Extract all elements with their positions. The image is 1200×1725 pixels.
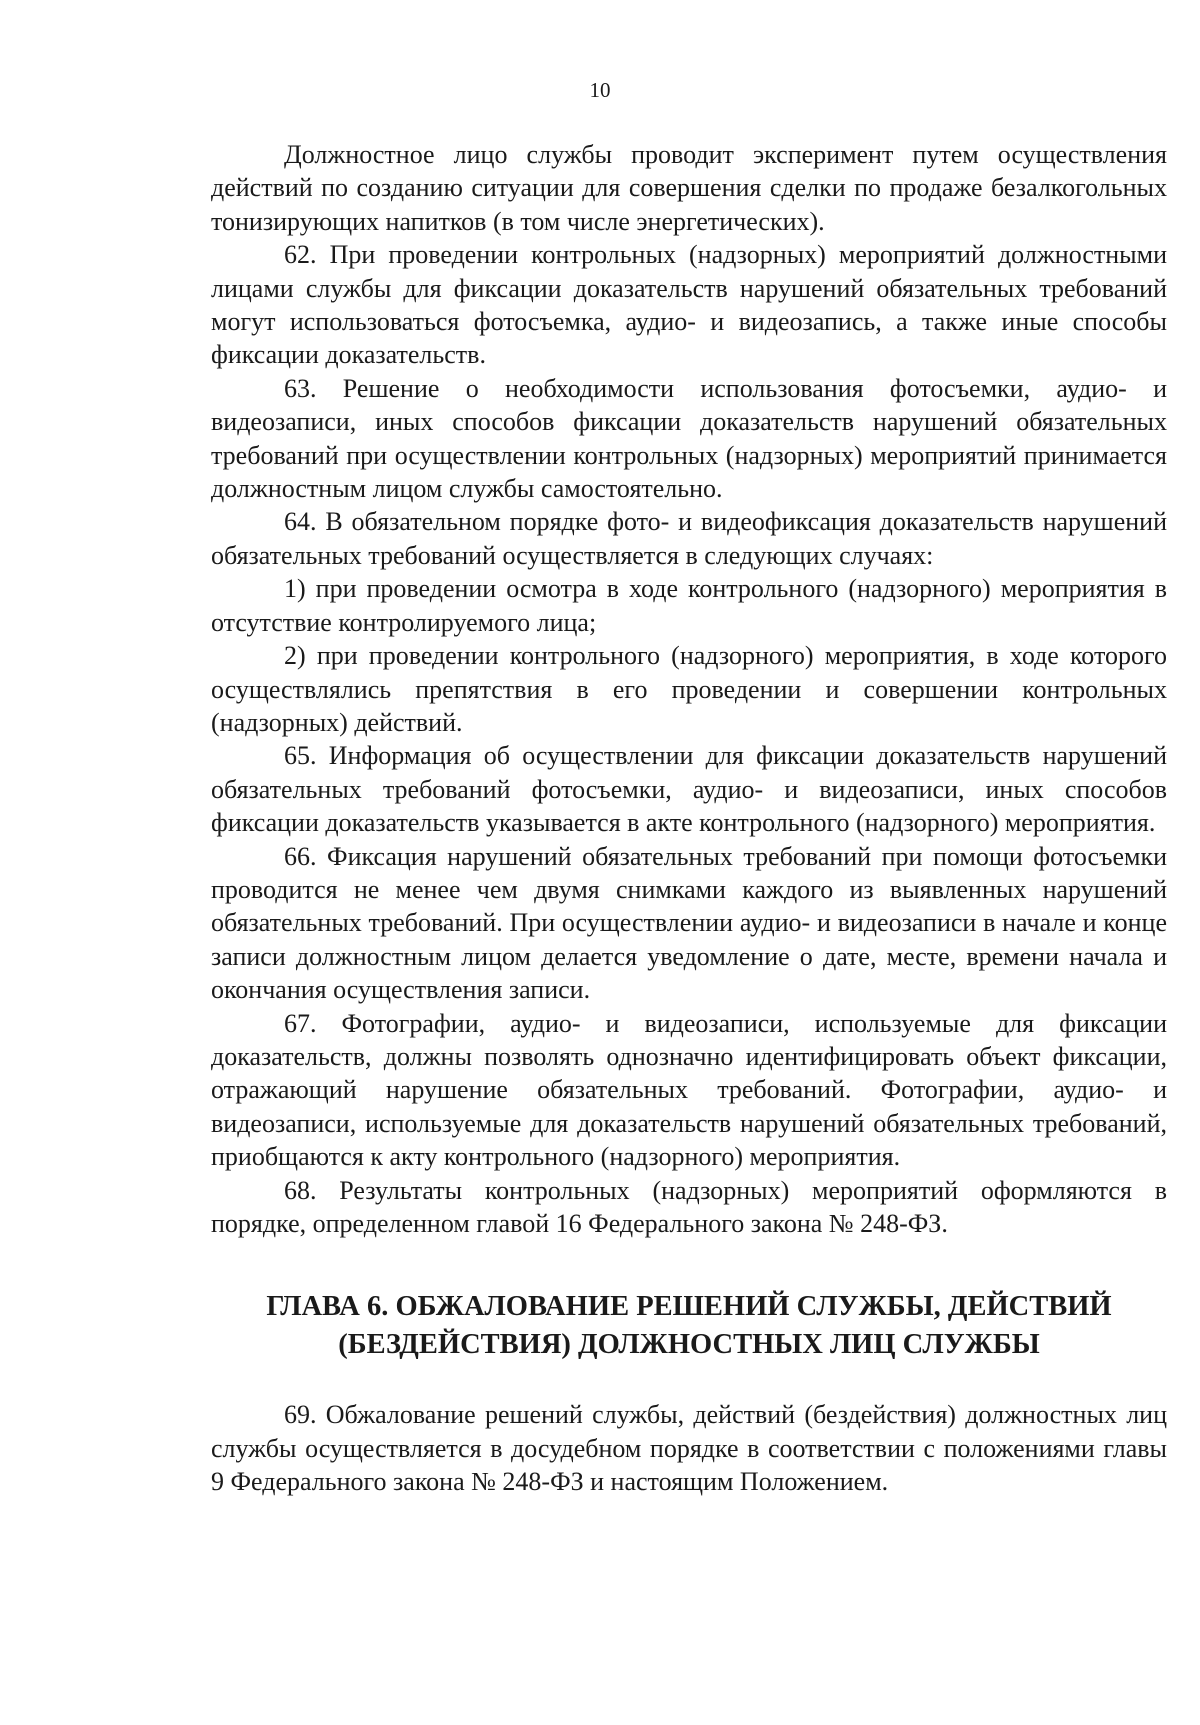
paragraph-63: 63. Решение о необходимости использования фотосъемки, аудио- и видеозаписи, иных способов фиксации доказательств нарушений обязательных требований при осуществлении контрольных (надзорных) мероприятий принимается должностным лицом службы самостоятельно.: [211, 373, 1167, 504]
paragraph-64: 64. В обязательном порядке фото- и видеофиксация доказательств нарушений обязательных требований осуществляется в следующих случаях:: [211, 507, 1167, 570]
page-number: 10: [589, 78, 611, 102]
document-body: [211, 138, 1167, 1499]
paragraph-65: 65. Информация об осуществлении для фиксации доказательств нарушений обязательных требований фотосъемки, аудио- и видеозаписи, иных способов фиксации доказательств указывается в акте контрольного (надзорного) мероприятия.: [211, 741, 1167, 838]
paragraph-69: 69. Обжалование решений службы, действий (бездействия) должностных лиц службы осуществляется в досудебном порядке в соответствии с положениями главы 9 Федерального закона № 248-ФЗ и настоящим Положением.: [211, 1400, 1167, 1497]
list-item-2: 2) при проведении контрольного (надзорного) мероприятия, в ходе которого осуществлялись препятствия в его проведении и совершении контрольных (надзорных) действий.: [211, 641, 1167, 737]
paragraph-67: 67. Фотографии, аудио- и видеозаписи, используемые для фиксации доказательств, должны позволять однозначно идентифицировать объект фиксации, отражающий нарушение обязательных требований. Фотографии, аудио- и видеозаписи, используемые для доказательств нарушений обязательных требований, приобщаются к акту контрольного (надзорного) мероприятия.: [211, 1008, 1167, 1172]
paragraph-experiment: Должностное лицо службы проводит эксперимент путем осуществления действий по созданию ситуации для совершения сделки по продаже безалкогольных тонизирующих напитков (в том числе энергетических).: [211, 140, 1167, 236]
paragraph-62: 62. При проведении контрольных (надзорных) мероприятий должностными лицами службы для фиксации доказательств нарушений обязательных требований могут использоваться фотосъемка, аудио- и видеозапись, а также иные способы фиксации доказательств.: [211, 240, 1167, 370]
chapter-heading-line-1: ГЛАВА 6. ОБЖАЛОВАНИЕ РЕШЕНИЙ СЛУЖБЫ, ДЕЙСТВИЙ: [266, 1291, 1112, 1323]
chapter-heading-line-2: (БЕЗДЕЙСТВИЯ) ДОЛЖНОСТНЫХ ЛИЦ СЛУЖБЫ: [338, 1329, 1040, 1361]
paragraph-66: 66. Фиксация нарушений обязательных требований при помощи фотосъемки проводится не менее чем двумя снимками каждого из выявленных нарушений обязательных требований. При осуществлении аудио- и видеозаписи в начале и конце записи должностным лицом делается уведомление о дате, месте, времени начала и окончания осуществления записи.: [211, 841, 1167, 1005]
chapter-heading: [211, 1288, 1167, 1364]
list-item-1: 1) при проведении осмотра в ходе контрольного (надзорного) мероприятия в отсутствие контролируемого лица;: [211, 574, 1167, 637]
paragraph-68: 68. Результаты контрольных (надзорных) мероприятий оформляются в порядке, определенном главой 16 Федерального закона № 248-ФЗ.: [211, 1175, 1167, 1238]
